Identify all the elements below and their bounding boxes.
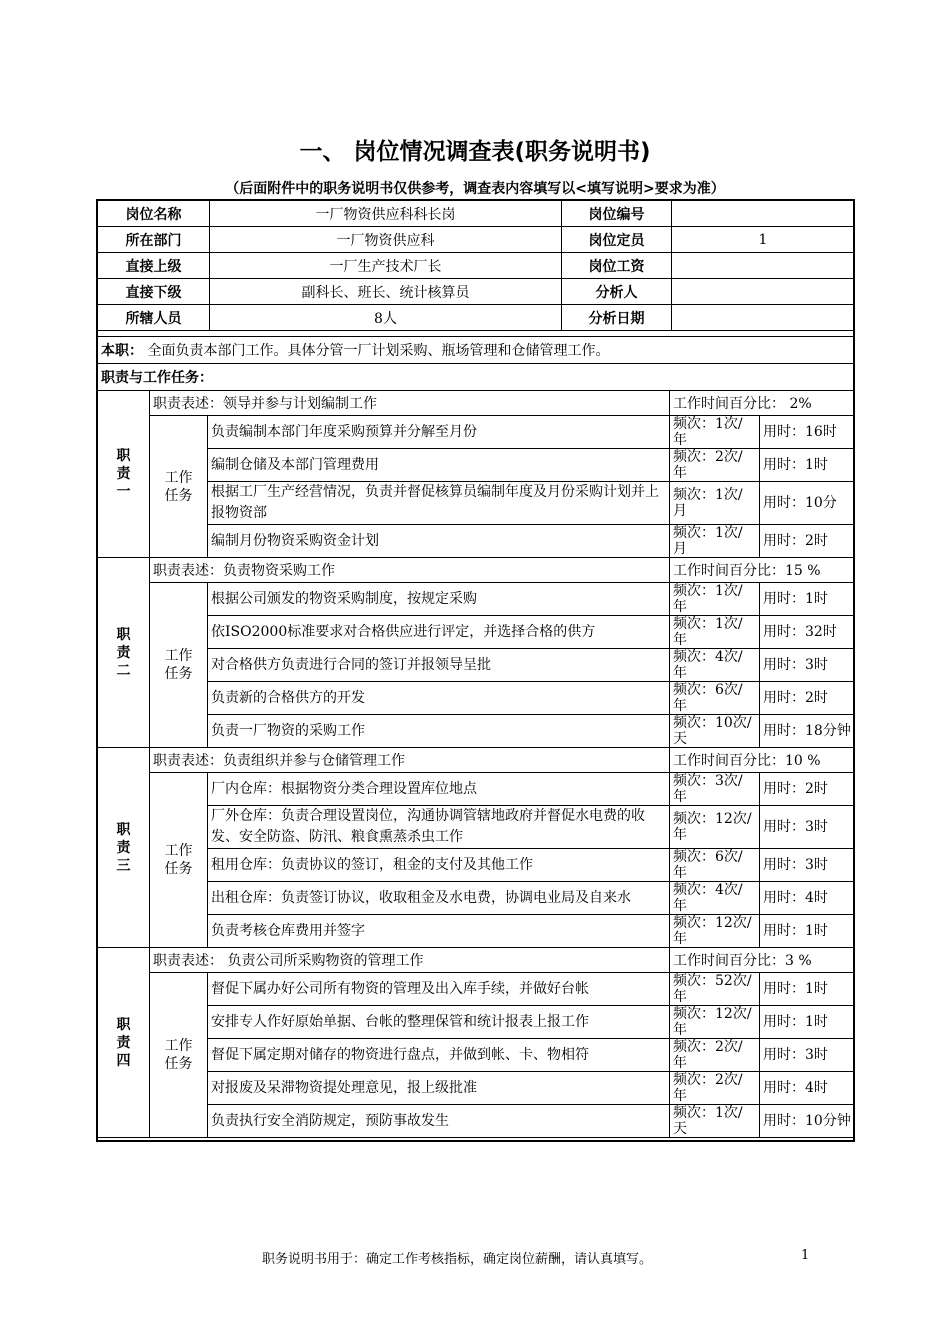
task-row — [98, 849, 855, 882]
info-value2: 1 — [672, 227, 855, 253]
section-label: 职责与工作任务： — [101, 370, 213, 386]
info-label2: 岗位定员 — [562, 227, 672, 253]
duty-name — [98, 558, 150, 748]
task-row — [98, 1006, 855, 1039]
work-task-label — [150, 416, 208, 558]
work-task-label — [150, 583, 208, 748]
task-row — [98, 882, 855, 915]
info-label2: 分析人 — [562, 279, 672, 305]
task-time: 用时：16时 — [760, 416, 855, 449]
duty-name-text: 职责三 — [116, 821, 131, 874]
duty-description: 职责表述： 负责公司所采购物资的管理工作 — [150, 948, 670, 973]
page-number: 1 — [801, 1248, 810, 1263]
task-row — [98, 449, 855, 482]
task-row — [98, 773, 855, 806]
task-row — [98, 583, 855, 616]
task-time: 用时：1时 — [760, 449, 855, 482]
task-time: 用时：10分 — [760, 482, 855, 525]
info-value2 — [672, 253, 855, 279]
info-label1: 直接上级 — [98, 253, 210, 279]
task-frequency: 频次：6次/年 — [670, 682, 760, 715]
task-time: 用时：2时 — [760, 773, 855, 806]
task-row — [98, 915, 855, 948]
task-time: 用时：1时 — [760, 583, 855, 616]
duty-desc-row — [98, 391, 855, 416]
info-label1: 所在部门 — [98, 227, 210, 253]
task-text: 负责一厂物资的采购工作 — [208, 715, 670, 748]
task-row — [98, 973, 855, 1006]
info-row — [98, 305, 855, 331]
task-text: 根据工厂生产经营情况，负责并督促核算员编制年度及月份采购计划并上报物资部 — [208, 482, 670, 525]
task-time: 用时：4时 — [760, 882, 855, 915]
duty-desc-row — [98, 948, 855, 973]
info-label1: 所辖人员 — [98, 305, 210, 331]
task-frequency: 频次：4次/年 — [670, 649, 760, 682]
task-row — [98, 715, 855, 748]
task-row — [98, 616, 855, 649]
section-row — [98, 364, 855, 391]
info-value2 — [672, 305, 855, 331]
info-label1: 直接下级 — [98, 279, 210, 305]
task-frequency: 频次：2次/年 — [670, 1072, 760, 1105]
task-frequency: 频次：1次/天 — [670, 1105, 760, 1138]
task-row — [98, 1072, 855, 1105]
task-text: 根据公司颁发的物资采购制度，按规定采购 — [208, 583, 670, 616]
info-value1: 一厂生产技术厂长 — [210, 253, 562, 279]
task-frequency: 频次：4次/年 — [670, 882, 760, 915]
page-title: 一、 岗位情况调查表(职务说明书) — [299, 139, 651, 165]
task-time: 用时：10分钟 — [760, 1105, 855, 1138]
task-time: 用时：32时 — [760, 616, 855, 649]
task-text: 依ISO2000标准要求对合格供应进行评定，并选择合格的供方 — [208, 616, 670, 649]
task-text: 对合格供方负责进行合同的签订并报领导呈批 — [208, 649, 670, 682]
duty-desc-row — [98, 748, 855, 773]
duty-time-percent: 工作时间百分比：3 % — [670, 948, 855, 973]
task-frequency: 频次：12次/年 — [670, 806, 760, 849]
task-frequency: 频次：2次/年 — [670, 1039, 760, 1072]
duty-name-text: 职责二 — [116, 626, 131, 679]
info-row — [98, 253, 855, 279]
task-time: 用时：1时 — [760, 1006, 855, 1039]
task-text: 督促下属定期对储存的物资进行盘点，并做到帐、卡、物相符 — [208, 1039, 670, 1072]
task-row — [98, 806, 855, 849]
task-row — [98, 682, 855, 715]
work-task-label-text: 工作任务 — [164, 469, 193, 504]
benzhi-label: 本职： — [101, 343, 143, 359]
work-task-label-text: 工作任务 — [164, 1038, 193, 1072]
info-row — [98, 201, 855, 227]
task-text: 安排专人作好原始单据、台帐的整理保管和统计报表上报工作 — [208, 1006, 670, 1039]
work-task-label-text: 工作任务 — [164, 843, 193, 877]
task-time: 用时：2时 — [760, 525, 855, 558]
task-text: 厂内仓库：根据物资分类合理设置库位地点 — [208, 773, 670, 806]
duty-name-text: 职责四 — [116, 1016, 131, 1069]
task-row — [98, 525, 855, 558]
task-frequency: 频次：3次/年 — [670, 773, 760, 806]
duty-name — [98, 391, 150, 558]
duty-description: 职责表述：负责组织并参与仓储管理工作 — [150, 748, 670, 773]
task-frequency: 频次：1次/年 — [670, 416, 760, 449]
task-row — [98, 482, 855, 525]
info-value1: 8人 — [210, 305, 562, 331]
info-value2 — [672, 201, 855, 227]
info-row — [98, 227, 855, 253]
footer-note: 职务说明书用于：确定工作考核指标，确定岗位薪酬，请认真填写。 — [262, 1252, 653, 1267]
benzhi-text: 全面负责本部门工作。具体分管一厂计划采购、瓶场管理和仓储管理工作。 — [147, 343, 610, 359]
task-time: 用时：1时 — [760, 915, 855, 948]
task-row — [98, 649, 855, 682]
task-time: 用时：2时 — [760, 682, 855, 715]
task-frequency: 频次：1次/年 — [670, 583, 760, 616]
info-label2: 岗位编号 — [562, 201, 672, 227]
task-row — [98, 1039, 855, 1072]
info-row — [98, 279, 855, 305]
info-value1: 一厂物资供应科科长岗 — [210, 201, 562, 227]
task-frequency: 频次：12次/年 — [670, 915, 760, 948]
duty-time-percent: 工作时间百分比： 2% — [670, 391, 855, 416]
task-text: 负责执行安全消防规定，预防事故发生 — [208, 1105, 670, 1138]
info-value2 — [672, 279, 855, 305]
task-frequency: 频次：10次/天 — [670, 715, 760, 748]
info-value1: 副科长、班长、统计核算员 — [210, 279, 562, 305]
task-frequency: 频次：1次/月 — [670, 482, 760, 525]
task-text: 编制仓储及本部门管理费用 — [208, 449, 670, 482]
task-time: 用时：3时 — [760, 1039, 855, 1072]
info-label2: 岗位工资 — [562, 253, 672, 279]
task-text: 负责考核仓库费用并签字 — [208, 915, 670, 948]
page-subtitle: （后面附件中的职务说明书仅供参考，调查表内容填写以<填写说明>要求为准） — [225, 181, 725, 197]
task-row — [98, 1105, 855, 1138]
task-text: 对报废及呆滞物资提处理意见，报上级批准 — [208, 1072, 670, 1105]
task-frequency: 频次：1次/月 — [670, 525, 760, 558]
duty-table — [97, 336, 855, 1138]
task-time: 用时：4时 — [760, 1072, 855, 1105]
duty-description: 职责表述：领导并参与计划编制工作 — [150, 391, 670, 416]
task-text: 厂外仓库：负责合理设置岗位，沟通协调管辖地政府并督促水电费的收发、安全防盗、防汛、粮食熏蒸杀虫工作 — [208, 806, 670, 849]
task-text: 出租仓库：负责签订协议，收取租金及水电费，协调电业局及自来水 — [208, 882, 670, 915]
task-frequency: 频次：6次/年 — [670, 849, 760, 882]
benzhi-row — [98, 337, 855, 364]
task-text: 负责编制本部门年度采购预算并分解至月份 — [208, 416, 670, 449]
task-row — [98, 416, 855, 449]
task-time: 用时：3时 — [760, 806, 855, 849]
work-task-label — [150, 973, 208, 1138]
task-time: 用时：1时 — [760, 973, 855, 1006]
task-time: 用时：3时 — [760, 649, 855, 682]
task-frequency: 频次：52次/年 — [670, 973, 760, 1006]
task-time: 用时：3时 — [760, 849, 855, 882]
duty-time-percent: 工作时间百分比：15 % — [670, 558, 855, 583]
duty-time-percent: 工作时间百分比：10 % — [670, 748, 855, 773]
duty-name — [98, 748, 150, 948]
info-value1: 一厂物资供应科 — [210, 227, 562, 253]
info-table — [97, 200, 855, 331]
work-task-label — [150, 773, 208, 948]
task-text: 编制月份物资采购资金计划 — [208, 525, 670, 558]
task-text: 督促下属办好公司所有物资的管理及出入库手续，并做好台帐 — [208, 973, 670, 1006]
duty-desc-row — [98, 558, 855, 583]
duty-description: 职责表述：负责物资采购工作 — [150, 558, 670, 583]
task-text: 租用仓库：负责协议的签订，租金的支付及其他工作 — [208, 849, 670, 882]
info-label1: 岗位名称 — [98, 201, 210, 227]
task-frequency: 频次：1次/年 — [670, 616, 760, 649]
duty-name-text: 职责一 — [116, 448, 131, 500]
task-frequency: 频次：2次/年 — [670, 449, 760, 482]
info-label2: 分析日期 — [562, 305, 672, 331]
task-text: 负责新的合格供方的开发 — [208, 682, 670, 715]
duty-name — [98, 948, 150, 1138]
work-task-label-text: 工作任务 — [164, 648, 193, 682]
task-frequency: 频次：12次/年 — [670, 1006, 760, 1039]
task-time: 用时：18分钟 — [760, 715, 855, 748]
